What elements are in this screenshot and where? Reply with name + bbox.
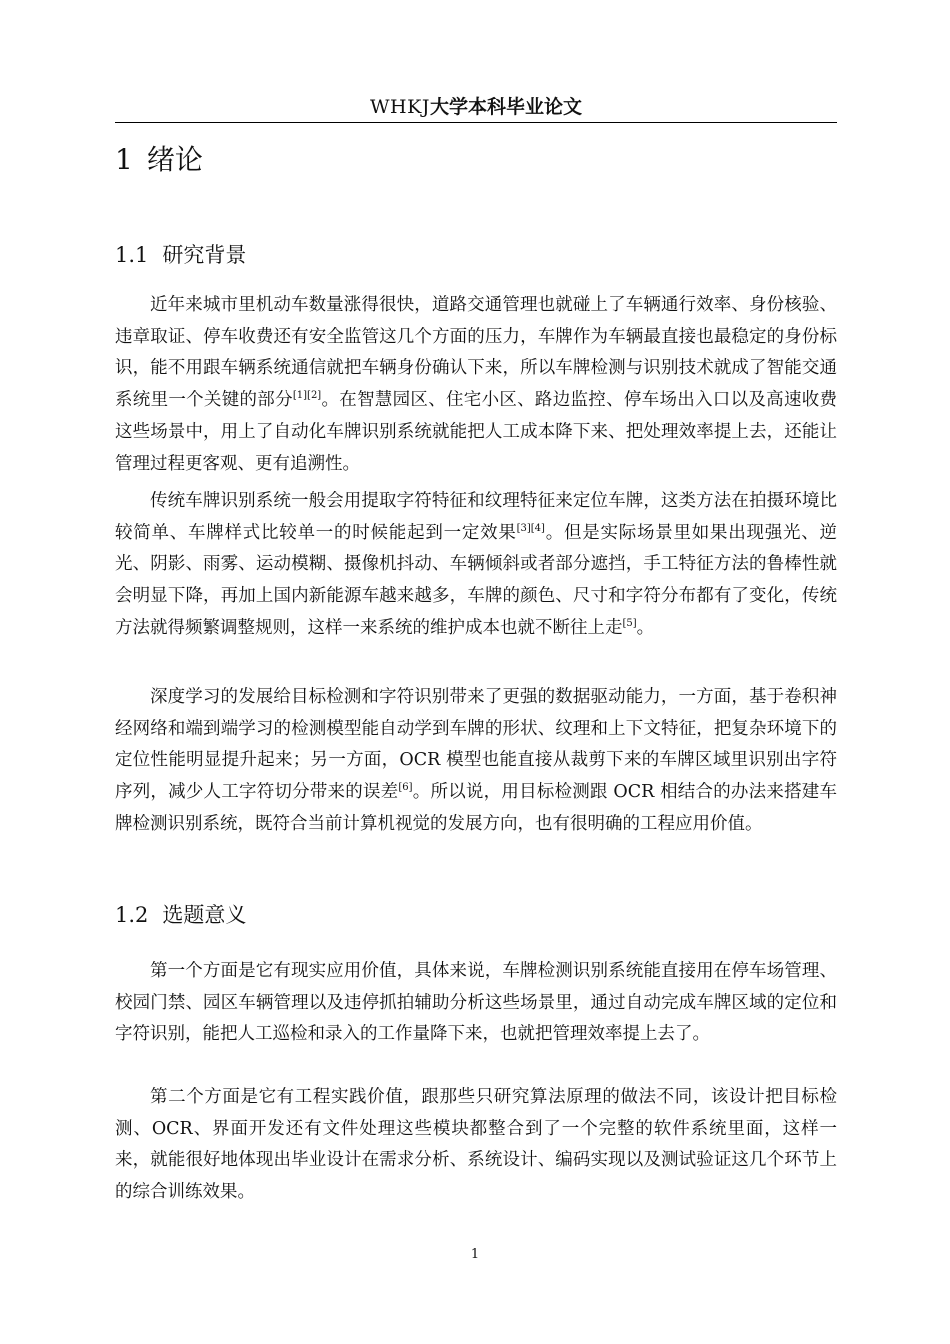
citation-ref: [1][2] (292, 390, 322, 402)
running-header (115, 92, 837, 122)
paragraph (115, 290, 837, 480)
section-number: 1.1 (115, 243, 149, 267)
section-title: 选题意义 (162, 903, 247, 927)
paragraph (115, 1082, 837, 1209)
paragraph-text: 近年来城市里机动车数量涨得很快，道路交通管理也就碰上了车辆通行效率、身份核验、违章取证、停车收费还有安全监管这几个方面的压力，车牌作为车辆最直接也最稳定的身份标识，能不用跟车辆系统通信就把车辆身份确认下来，所以车牌检测与识别技术就成了智能交通系统里一个关键的部分 (115, 295, 837, 411)
chapter-title: 绪论 (146, 143, 203, 176)
paragraph (115, 956, 837, 1051)
paragraph (115, 486, 837, 645)
section-heading-1-2 (115, 900, 246, 930)
paragraph-text: 。在智慧园区、住宅小区、路边监控、停车场出入口以及高速收费这些场景中，用上了自动化车牌识别系统就能把人工成本降下来、把处理效率提上去，还能让管理过程更客观、更有追溯性。 (115, 390, 838, 474)
paragraph-text: 。所以说，用目标检测跟 OCR 相结合的办法来搭建车牌检测识别系统，既符合当前计算机视觉的发展方向，也有很明确的工程应用价值。 (115, 782, 837, 834)
paragraph-text: 第二个方面是它有工程实践价值，跟那些只研究算法原理的做法不同，该设计把目标检测、OCR、界面开发还有文件处理这些模块都整合到了一个完整的软件系统里面，这样一来，就能很好地体现出毕业设计在需求分析、系统设计、编码实现以及测试验证这几个环节上的综合训练效果。 (115, 1087, 837, 1203)
citation-ref: [3][4] (516, 522, 545, 534)
paragraph-text: 深度学习的发展给目标检测和字符识别带来了更强的数据驱动能力，一方面，基于卷积神经网络和端到端学习的检测模型能自动学到车牌的形状、纹理和上下文特征，把复杂环境下的定位性能明显提升起来；另一方面，OCR 模型也能直接从裁剪下来的车牌区域里识别出字符序列，减少人工字符切分带来的误差 (115, 687, 837, 803)
header-cjk: 大学本科毕业论文 (429, 96, 582, 118)
paragraph-text: 传统车牌识别系统一般会用提取字符特征和纹理特征来定位车牌，这类方法在拍摄环境比较简单、车牌样式比较单一的时候能起到一定效果 (115, 491, 837, 543)
citation-ref: [5] (622, 617, 637, 629)
section-title: 研究背景 (162, 243, 247, 267)
chapter-heading (115, 142, 203, 178)
paragraph-text: 。 (636, 617, 655, 638)
chapter-number: 1 (115, 143, 133, 176)
page-number: 1 (470, 1247, 480, 1262)
header-latin: WHKJ (370, 96, 430, 118)
paragraph-text: 第一个方面是它有现实应用价值，具体来说，车牌检测识别系统能直接用在停车场管理、校园门禁、园区车辆管理以及违停抓拍辅助分析这些场景里，通过自动完成车牌区域的定位和字符识别，能把人工巡检和录入的工作量降下来，也就把管理效率提上去了。 (115, 961, 837, 1045)
header-rule (115, 122, 837, 123)
section-heading-1-1 (115, 240, 246, 270)
paragraph (115, 682, 837, 841)
section-number: 1.2 (115, 903, 149, 927)
paragraph-text: 。但是实际场景里如果出现强光、逆光、阴影、雨雾、运动模糊、摄像机抖动、车辆倾斜或者部分遮挡，手工特征方法的鲁棒性就会明显下降，再加上国内新能源车越来越多，车牌的颜色、尺寸和字符分布都有了变化，传统方法就得频繁调整规则，这样一来系统的维护成本也就不断往上走 (115, 522, 838, 638)
citation-ref: [6] (398, 782, 413, 794)
